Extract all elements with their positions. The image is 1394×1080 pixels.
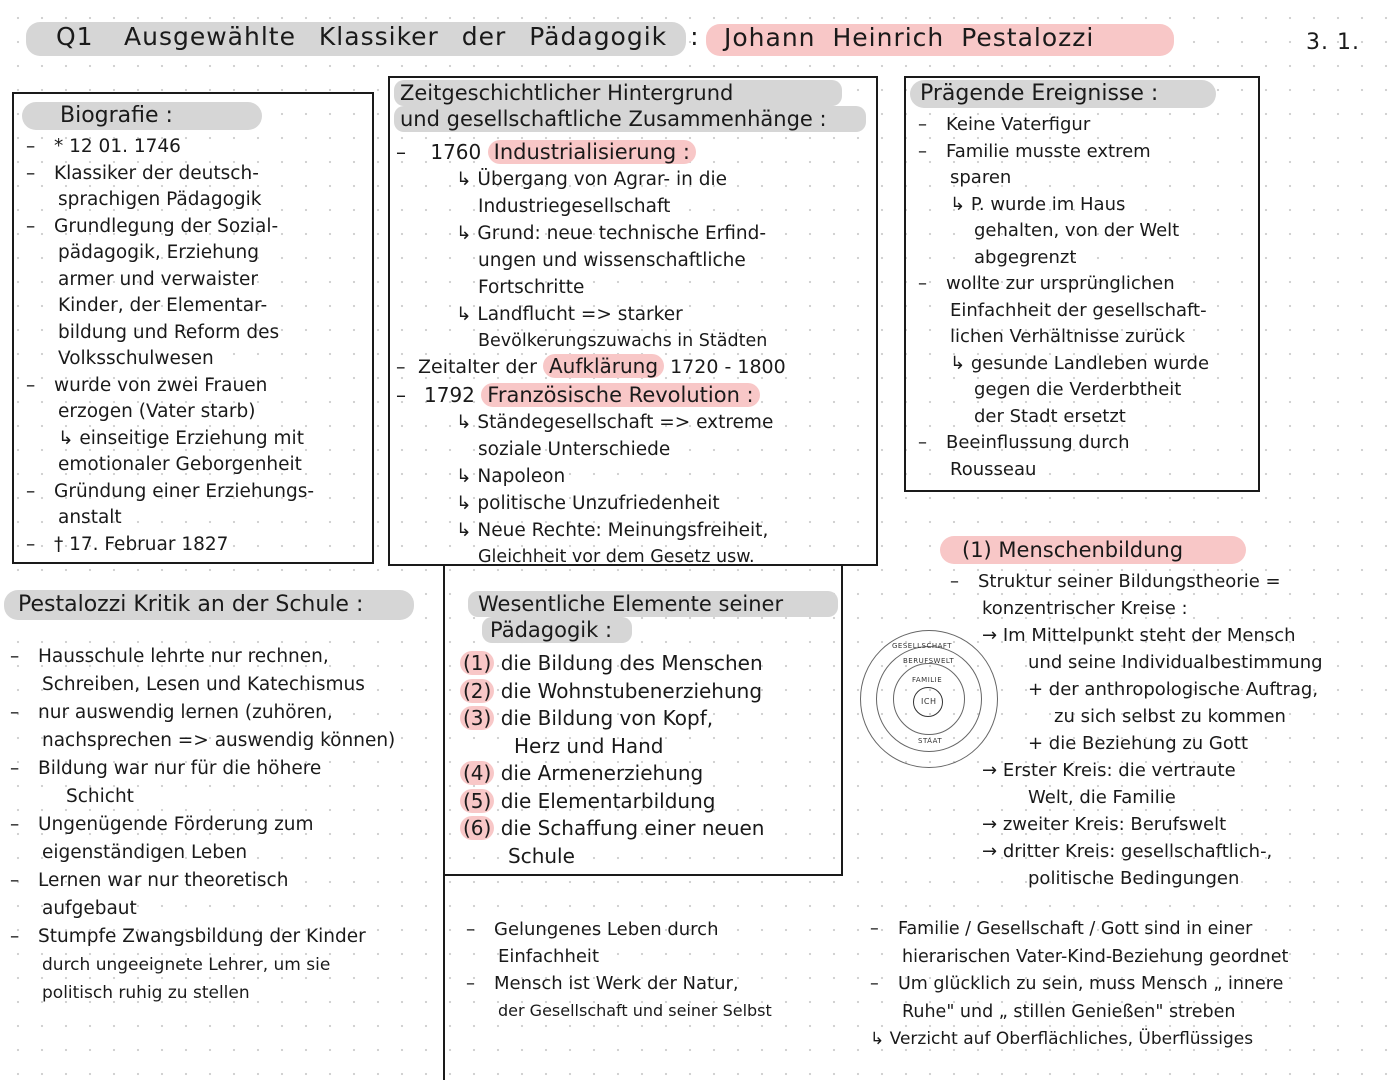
- kritik-list: [10, 643, 395, 1007]
- list-item: armer und verwaister: [58, 268, 259, 290]
- list-item: Schicht: [66, 786, 134, 807]
- list-item: Kinder, der Elementar-: [58, 295, 268, 316]
- header-person: Johann Heinrich Pestalozzi: [724, 23, 1095, 52]
- list-item: (4) die Armenerziehung: [460, 760, 764, 788]
- ereignisse-heading: Prägende Ereignisse :: [920, 81, 1159, 106]
- list-item: → zweiter Kreis: Berufswelt: [982, 814, 1227, 835]
- arrow-icon: ↳: [456, 520, 472, 541]
- list-item: Einfachheit: [498, 946, 599, 967]
- industrialisierung-label: Industrialisierung :: [488, 140, 696, 164]
- arrow-icon: ↳: [456, 493, 472, 514]
- list-item: nachsprechen => auswendig können): [42, 730, 396, 751]
- elemente-bottom-list: [466, 916, 772, 1024]
- elemente-bottom-divider: [443, 874, 843, 876]
- list-item: sprachigen Pädagogik: [58, 189, 262, 210]
- arrow-icon: ↳: [456, 466, 472, 487]
- list-item: + der anthropologische Auftrag,: [1028, 679, 1319, 700]
- list-item: – nur auswendig lernen (zuhören,: [10, 702, 333, 723]
- list-item: – † 17. Februar 1827: [26, 533, 229, 555]
- list-item: emotionaler Geborgenheit: [58, 454, 302, 475]
- biografie-list: [26, 134, 314, 558]
- aufklaerung-prefix: Zeitalter der: [418, 356, 537, 378]
- list-item: → dritter Kreis: gesellschaftlich-,: [982, 841, 1273, 862]
- arrow-right-icon: →: [982, 841, 998, 862]
- list-item: ↳ Übergang von Agrar- in die: [456, 169, 727, 190]
- arrow-right-icon: →: [982, 760, 998, 781]
- list-item: zu sich selbst zu kommen: [1054, 706, 1286, 727]
- item-number: (4): [460, 761, 494, 785]
- label-staat: STAAT: [918, 737, 943, 745]
- arrow-icon: ↳: [950, 352, 966, 374]
- arrow-icon: ↳: [456, 304, 472, 325]
- menschenbildung-list: [950, 568, 1323, 892]
- list-item: Schule: [508, 843, 575, 868]
- elemente-heading-2: Pädagogik :: [490, 618, 613, 642]
- biografie-heading: Biografie :: [60, 103, 173, 128]
- revolution-line: – 1792 Französische Revolution :: [396, 381, 760, 409]
- list-item: Bevölkerungszuwachs in Städten: [478, 331, 768, 351]
- list-item: – Gelungenes Leben durch: [466, 919, 719, 940]
- elemente-list: [460, 650, 764, 870]
- label-ich: ICH: [921, 697, 937, 706]
- list-item: und seine Individualbestimmung: [1028, 652, 1323, 673]
- list-item: ↳ Ständegesellschaft => extreme: [456, 412, 774, 433]
- list-item: (1) die Bildung des Menschen: [460, 650, 764, 678]
- label-familie: FAMILIE: [912, 676, 943, 684]
- aufklaerung-years: 1720 - 1800: [670, 356, 786, 378]
- arrow-icon: ↳: [950, 193, 966, 215]
- list-item: → Erster Kreis: die vertraute: [982, 760, 1236, 781]
- industrialisierung-line: – 1760 Industrialisierung :: [396, 138, 696, 166]
- list-item: – Grundlegung der Sozial-: [26, 215, 279, 237]
- item-number: (1): [460, 651, 494, 675]
- hintergrund-heading-2: und gesellschaftliche Zusammenhänge :: [400, 107, 827, 131]
- list-item: hierarischen Vater-Kind-Beziehung geordnet: [902, 946, 1289, 967]
- list-item: bildung und Reform des: [58, 321, 280, 343]
- list-item: Einfachheit der gesellschaft-: [950, 299, 1207, 321]
- arrow-right-icon: →: [982, 625, 998, 646]
- list-item: sparen: [950, 167, 1012, 188]
- list-item: – wurde von zwei Frauen: [26, 374, 268, 396]
- list-item: – Ungenügende Förderung zum: [10, 814, 314, 835]
- list-item: – Struktur seiner Bildungstheorie =: [950, 571, 1281, 592]
- aufklaerung-label: Aufklärung: [543, 354, 664, 378]
- list-item: gehalten, von der Welt: [974, 220, 1180, 241]
- list-item: konzentrischer Kreise :: [982, 598, 1188, 619]
- label-gesellschaft: GESELLSCHAFT: [892, 642, 953, 650]
- list-item: – Keine Vaterfigur: [918, 114, 1091, 135]
- list-item: (6) die Schaffung einer neuen: [460, 815, 764, 843]
- list-item: – wollte zur ursprünglichen: [918, 273, 1175, 294]
- list-item: pädagogik, Erziehung: [58, 242, 260, 263]
- arrow-right-icon: →: [982, 814, 998, 835]
- list-item: politische Bedingungen: [1028, 868, 1240, 889]
- item-number: (2): [460, 679, 494, 703]
- list-item: – Klassiker der deutsch-: [26, 162, 259, 184]
- list-item: – Lernen war nur theoretisch: [10, 870, 289, 891]
- list-item: (5) die Elementarbildung: [460, 788, 764, 816]
- list-item: ↳ einseitige Erziehung mit: [58, 427, 304, 449]
- header-course: Q1: [56, 22, 94, 51]
- list-item: + die Beziehung zu Gott: [1028, 733, 1248, 754]
- list-item: ↳ gesunde Landleben wurde: [950, 352, 1210, 374]
- revolution-year: 1792: [424, 383, 475, 407]
- list-item: Volksschulwesen: [58, 348, 214, 369]
- arrow-icon: ↳: [456, 169, 472, 190]
- industrialisierung-year: 1760: [430, 140, 482, 164]
- list-item: Fortschritte: [478, 277, 585, 298]
- list-item: der Gesellschaft und seiner Selbst: [498, 1001, 772, 1020]
- arrow-icon: ↳: [870, 1029, 885, 1049]
- list-item: ↳ Neue Rechte: Meinungsfreiheit,: [456, 520, 769, 541]
- list-item: Ruhe" und „ stillen Genießen" streben: [902, 1001, 1236, 1022]
- list-item: erzogen (Vater starb): [58, 401, 256, 422]
- list-item: – Stumpfe Zwangsbildung der Kinder: [10, 926, 366, 947]
- list-item: der Stadt ersetzt: [974, 405, 1126, 427]
- list-item: gegen die Verderbtheit: [974, 379, 1182, 400]
- list-item: politisch ruhig zu stellen: [42, 983, 250, 1003]
- list-item: ungen und wissenschaftliche: [478, 250, 746, 271]
- industrialisierung-list: [400, 166, 767, 355]
- item-number: (5): [460, 789, 494, 813]
- list-item: Herz und Hand: [514, 733, 664, 758]
- list-item: ↳ Grund: neue technische Erfind-: [456, 223, 767, 244]
- elemente-left-divider: [443, 566, 445, 1080]
- item-number: (3): [460, 706, 494, 730]
- kritik-heading: Pestalozzi Kritik an der Schule :: [18, 592, 364, 617]
- list-item: soziale Unterschiede: [478, 439, 671, 460]
- aufklaerung-line: – Zeitalter der Aufklärung 1720 - 1800: [396, 354, 786, 378]
- list-item: Rousseau: [950, 458, 1037, 480]
- item-number: (6): [460, 816, 494, 840]
- menschenbildung-heading: (1) Menschenbildung: [962, 538, 1184, 562]
- list-item: – Um glücklich zu sein, muss Mensch „ innere: [870, 974, 1284, 994]
- arrow-icon: ↳: [456, 223, 472, 244]
- hintergrund-heading-1: Zeitgeschichtlicher Hintergrund: [400, 81, 734, 105]
- list-item: ↳ Verzicht auf Oberflächliches, Überflüssiges: [870, 1029, 1254, 1049]
- list-item: ↳ politische Unzufriedenheit: [456, 493, 720, 514]
- arrow-icon: ↳: [58, 427, 74, 449]
- list-item: – Familie musste extrem: [918, 140, 1151, 162]
- list-item: durch ungeeignete Lehrer, um sie: [42, 955, 331, 975]
- menschenbildung-bottom-list: [870, 916, 1288, 1054]
- list-item: lichen Verhältnisse zurück: [950, 326, 1186, 347]
- list-item: eigenständigen Leben: [42, 842, 248, 863]
- revolution-list: [400, 409, 773, 571]
- list-item: – Gründung einer Erziehungs-: [26, 480, 315, 502]
- list-item: (2) die Wohnstubenerziehung: [460, 678, 764, 706]
- list-item: Industriegesellschaft: [478, 196, 671, 217]
- list-item: aufgebaut: [42, 898, 137, 919]
- list-item: Gleichheit vor dem Gesetz usw.: [478, 547, 755, 567]
- list-item: – Familie / Gesellschaft / Gott sind in einer: [870, 919, 1253, 939]
- list-item: ↳ Landflucht => starker: [456, 304, 683, 325]
- list-item: anstalt: [58, 507, 122, 528]
- list-item: – * 12 01. 1746: [26, 136, 181, 157]
- page-number: 3. 1.: [1306, 30, 1360, 55]
- header-topic: Ausgewählte Klassiker der Pädagogik :: [124, 22, 700, 51]
- list-item: abgegrenzt: [974, 246, 1077, 268]
- list-item: – Hausschule lehrte nur rechnen,: [10, 646, 329, 667]
- revolution-label: Französische Revolution :: [481, 383, 759, 407]
- label-berufswelt: BERUFSWELT: [903, 657, 955, 665]
- list-item: → Im Mittelpunkt steht der Mensch: [982, 625, 1296, 646]
- list-item: (3) die Bildung von Kopf,: [460, 705, 764, 733]
- list-item: Schreiben, Lesen und Katechismus: [42, 674, 365, 695]
- list-item: Welt, die Familie: [1028, 787, 1176, 808]
- elemente-right-divider: [841, 566, 843, 876]
- elemente-heading-1: Wesentliche Elemente seiner: [478, 592, 784, 616]
- arrow-icon: ↳: [456, 412, 472, 433]
- list-item: ↳ P. wurde im Haus: [950, 193, 1126, 215]
- list-item: ↳ Napoleon: [456, 466, 566, 487]
- ereignisse-list: [918, 112, 1209, 483]
- list-item: – Beeinflussung durch: [918, 432, 1130, 453]
- list-item: – Mensch ist Werk der Natur,: [466, 973, 739, 994]
- list-item: – Bildung war nur für die höhere: [10, 758, 322, 779]
